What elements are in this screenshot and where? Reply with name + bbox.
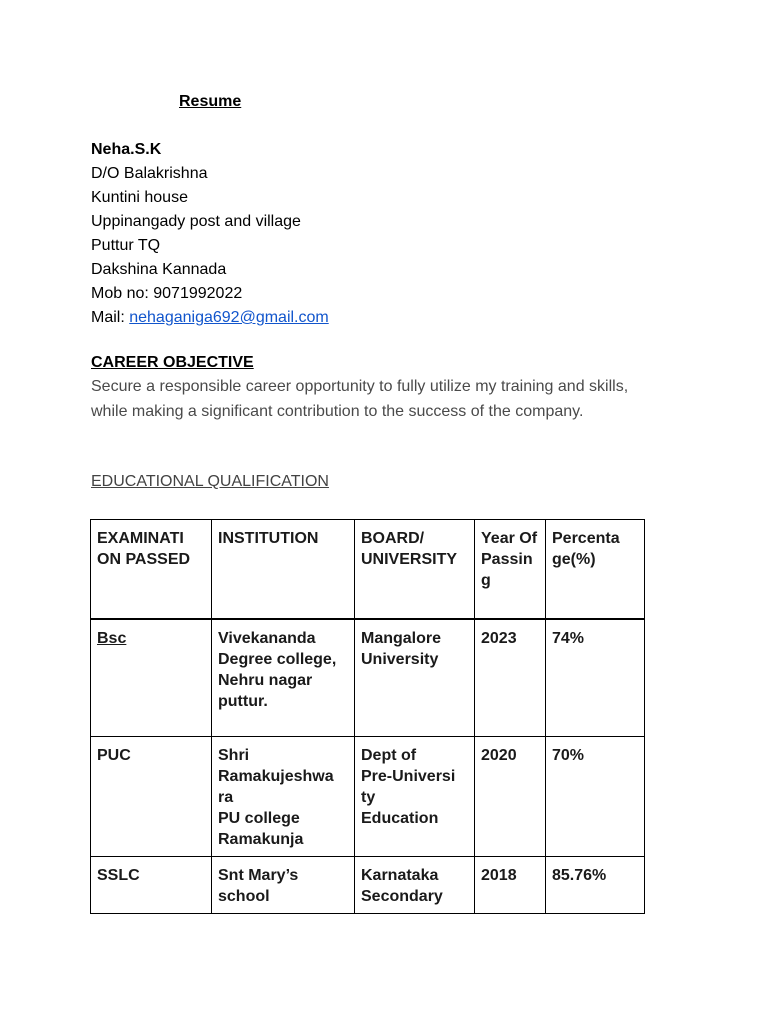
exam-value: Bsc [97,629,127,647]
institution-line: puttur. [218,692,268,710]
address-line-parent: D/O Balakrishna [91,165,208,182]
institution-line: ra [218,789,234,806]
percentage-cell: 74% [546,619,645,737]
institution-line: school [218,888,270,905]
institution-cell [212,857,355,914]
institution-line: Snt Mary’s [218,867,299,884]
column-header-percentage: Percenta ge(%) [546,520,645,619]
board-line: ty [361,789,376,806]
table-header-row [91,520,645,619]
board-line: Pre-Universi [361,768,456,785]
education-heading: EDUCATIONAL QUALIFICATION [91,473,329,490]
career-objective-heading: CAREER OBJECTIVE [91,354,254,371]
board-line: Dept of [361,747,417,764]
candidate-name: Neha.S.K [91,141,162,158]
address-line-district: Dakshina Kannada [91,261,227,278]
percentage-cell: 70% [546,737,645,857]
board-cell [355,619,475,737]
column-header-institution: INSTITUTION [212,520,355,619]
mail-label: Mail: [91,309,130,326]
board-line: Education [361,810,439,827]
exam-cell [91,619,212,737]
education-table [90,519,645,914]
table-row [91,737,645,857]
board-cell [355,737,475,857]
exam-cell: SSLC [91,857,212,914]
board-line: Mangalore [361,629,442,647]
table-row [91,857,645,914]
mail-line [91,306,329,330]
institution-line: Degree college, [218,650,337,668]
board-line: University [361,650,439,668]
year-cell: 2023 [475,619,546,737]
address-line-taluk: Puttur TQ [91,237,161,254]
year-cell: 2018 [475,857,546,914]
institution-cell [212,737,355,857]
email-link[interactable]: nehaganiga692@gmail.com [129,309,329,326]
address-line-post: Uppinangady post and village [91,213,301,230]
institution-line: Vivekananda [218,629,316,647]
institution-cell [212,619,355,737]
address-line-house: Kuntini house [91,189,188,206]
institution-line: PU college [218,810,300,827]
board-cell [355,857,475,914]
mobile-number: Mob no: 9071992022 [91,285,243,302]
column-header-year: Year Of Passin g [475,520,546,619]
exam-cell: PUC [91,737,212,857]
table-row [91,619,645,737]
institution-line: Ramakujeshwa [218,768,334,785]
document-title: Resume [179,93,242,110]
institution-line: Shri [218,747,250,764]
board-line: Secondary [361,888,443,905]
board-line: Karnataka [361,867,439,884]
institution-line: Nehru nagar [218,671,313,689]
year-cell: 2020 [475,737,546,857]
percentage-cell: 85.76% [546,857,645,914]
column-header-board: BOARD/ UNIVERSITY [355,520,475,619]
column-header-exam: EXAMINATI ON PASSED [91,520,212,619]
career-objective-text: Secure a responsible career opportunity to fully utilize my training and skills, while making a significant contribution to the success of the company. [91,378,629,420]
institution-line: Ramakunja [218,831,304,848]
